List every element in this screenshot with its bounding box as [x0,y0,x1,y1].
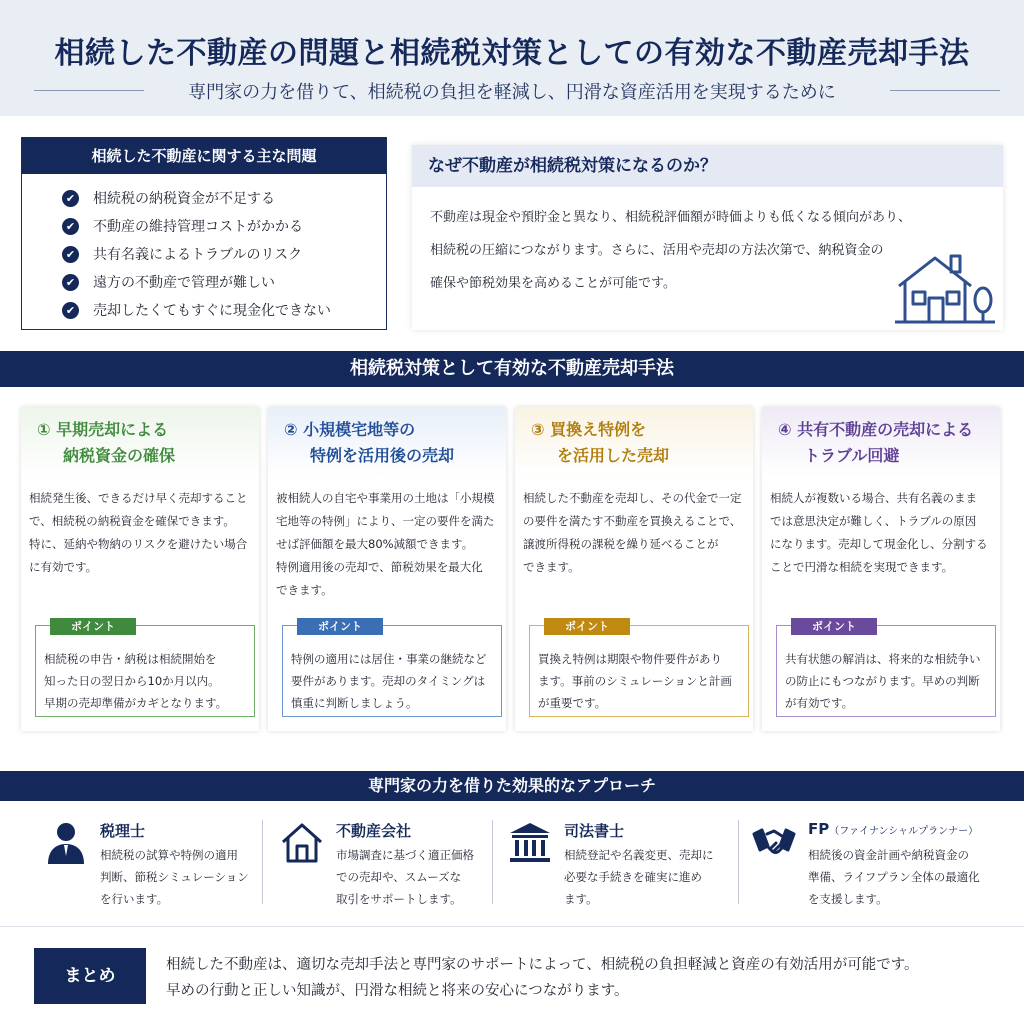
point-label: ポイント [297,618,383,635]
page-title: 相続した不動産の問題と相続税対策としての有効な不動産売却手法 [54,36,970,71]
expert-description [808,844,980,910]
point-line: 知った日の翌日から10か月以内。 [44,674,220,688]
method-line: では意思決定が難しく、トラブルの原因 [770,514,977,528]
expert-line: 準備、ライフプラン全体の最適化 [808,870,980,884]
method-line: ことで円滑な相続を実現できます。 [770,560,954,574]
summary-label: まとめ [34,948,146,1004]
page-header [0,0,1024,116]
method-description [515,477,753,627]
expert-name-text: FP [808,820,830,838]
point-box [282,620,502,717]
check-circle-icon: ✔ [62,246,79,263]
point-text [777,626,995,714]
point-label: ポイント [791,618,877,635]
handshake-icon [752,820,796,864]
point-line: 慎重に判断しましょう。 [291,696,418,710]
method-line: で、相続税の納税資金を確保できます。 [29,514,235,528]
expert-description [100,844,249,910]
method-description [268,477,506,627]
method-description [21,477,259,627]
list-item [62,268,386,296]
summary-divider [0,926,1024,927]
point-text [36,626,254,714]
expert-financial-planner [752,818,1002,908]
point-text [283,626,501,714]
list-item [62,184,386,212]
summary-line: 相続した不動産は、適切な売却手法と専門家のサポートによって、相続税の負担軽減と資産の有効活用が可能です。 [166,957,919,973]
point-line: の防止にもつながります。早めの判断 [785,674,980,688]
method-title [762,407,1000,477]
method-line: できます。 [276,583,333,597]
point-line: 要件があります。売却のタイミングは [291,674,486,688]
method-card-early-sale [21,407,259,731]
expert-real-estate-company [280,818,490,908]
check-circle-icon: ✔ [62,190,79,207]
subtitle-right-rule [890,90,1000,91]
point-box [35,620,255,717]
summary-text [166,952,1006,1004]
method-line: 相続した不動産を売却し、その代金で一定 [523,491,742,505]
method-card-replacement-exception [515,407,753,731]
summary-line: 早めの行動と正しい知識が、円滑な相続と将来の安心につながります。 [166,983,629,999]
expert-name-text: 司法書士 [564,822,625,840]
point-line: 共有状態の解消は、将来的な相続争い [785,652,981,666]
expert-name-text: 税理士 [100,822,146,840]
method-description [762,477,1000,627]
method-title-line1: ③ 買換え特例を [531,420,647,439]
method-title-line2: トラブル回避 [804,446,900,465]
experts-section-title: 専門家の力を借りた効果的なアプローチ [0,771,1024,801]
problems-panel [21,137,387,330]
expert-line: での売却や、スムーズな [336,870,462,884]
problems-list [22,174,386,324]
problems-title: 相続した不動産に関する主な問題 [22,138,386,174]
method-title-line2: を活用した売却 [557,446,670,465]
expert-description [336,844,474,910]
why-text [412,187,972,300]
method-line: 宅地等の特例」により、一定の要件を満た [276,514,495,528]
method-title [515,407,753,477]
building-icon [508,820,552,864]
why-panel [412,145,1003,330]
person-icon [44,820,88,864]
point-text [530,626,748,714]
point-label: ポイント [50,618,136,635]
point-box [529,620,749,717]
problem-text: 相続税の納税資金が不足する [93,191,275,207]
problem-text: 売却したくてもすぐに現金化できない [93,303,331,319]
expert-line: 必要な手続きを確実に進め [564,870,702,884]
problem-text: 不動産の維持管理コストがかかる [93,219,303,235]
method-title-line2: 特例を活用後の売却 [310,446,455,465]
expert-line: を支援します。 [808,892,888,906]
expert-line: ます。 [564,892,598,906]
method-title-line1: ① 早期売却による [37,420,169,439]
expert-line: 取引をサポートします。 [336,892,462,906]
house-illustration-icon [895,250,995,326]
list-item [62,296,386,324]
check-circle-icon: ✔ [62,218,79,235]
expert-name-note: （ファイナンシャルプランナー） [829,826,979,837]
expert-name [808,820,978,838]
point-line: 買換え特例は期限や物件要件があり [538,652,722,666]
method-line: に有効です。 [29,560,98,574]
expert-line: 相続登記や名義変更、売却に [564,848,714,862]
method-title [21,407,259,477]
methods-section-title: 相続税対策として有効な不動産売却手法 [0,351,1024,387]
expert-line: 判断、節税シミュレーション [100,870,249,884]
method-card-small-land-exception [268,407,506,731]
house-icon [280,820,324,864]
expert-line: 相続税の試算や特例の適用 [100,848,238,862]
expert-line: 市場調査に基づく適正価格 [336,848,474,862]
point-line: 特例の適用には居住・事業の継続など [291,652,487,666]
method-line: になります。売却して現金化し、分割する [770,537,988,551]
point-line: 相続税の申告・納税は相続開始を [44,652,217,666]
expert-name [100,820,145,841]
why-title: なぜ不動産が相続税対策になるのか？ [412,145,1003,187]
why-line: 不動産は現金や預貯金と異なり、相続税評価額が時価よりも低くなる傾向があり、 [430,210,912,225]
why-line: 相続税の圧縮につながります。さらに、活用や売却の方法次第で、納税資金の [430,243,884,258]
expert-divider [738,820,739,904]
method-line: 特に、延納や物納のリスクを避けたい場合 [29,537,248,551]
check-circle-icon: ✔ [62,302,79,319]
expert-judicial-scrivener [508,818,728,908]
why-line: 確保や節税効果を高めることが可能です。 [430,276,676,291]
page-subtitle: 専門家の力を借りて、相続税の負担を軽減し、円滑な資産活用を実現するために [188,82,836,103]
method-line: 特例適用後の売却で、節税効果を最大化 [276,560,483,574]
method-card-co-owned-sale [762,407,1000,731]
point-line: 早期の売却準備がカギとなります。 [44,696,228,710]
list-item [62,212,386,240]
method-line: せば評価額を最大80%減額できます。 [276,537,474,551]
check-circle-icon: ✔ [62,274,79,291]
method-line: 譲渡所得税の課税を繰り延べることが [523,537,719,551]
method-line: 相続発生後、できるだけ早く売却すること [29,491,248,505]
method-line: できます。 [523,560,580,574]
expert-name [564,820,624,841]
method-line: の要件を満たす不動産を買換えることで、 [523,514,742,528]
problem-text: 共有名義によるトラブルのリスク [93,247,303,263]
method-title-line1: ② 小規模宅地等の [284,420,416,439]
expert-divider [262,820,263,904]
method-title-line1: ④ 共有不動産の売却による [778,420,974,439]
expert-line: を行います。 [100,892,169,906]
expert-description [564,844,714,910]
point-box [776,620,996,717]
method-line: 被相続人の自宅や事業用の土地は「小規模 [276,491,495,505]
expert-divider [492,820,493,904]
point-label: ポイント [544,618,630,635]
problem-text: 遠方の不動産で管理が難しい [93,275,275,291]
method-line: 相続人が複数いる場合、共有名義のまま [770,491,977,505]
list-item [62,240,386,268]
point-line: が重要です。 [538,696,607,710]
method-title [268,407,506,477]
expert-line: 相続後の資金計画や納税資金の [808,848,969,862]
expert-name [336,820,411,841]
expert-tax-accountant [44,818,254,908]
method-title-line2: 納税資金の確保 [63,446,176,465]
expert-name-text: 不動産会社 [336,822,412,840]
point-line: ます。事前のシミュレーションと計画 [538,674,732,688]
point-line: が有効です。 [785,696,854,710]
